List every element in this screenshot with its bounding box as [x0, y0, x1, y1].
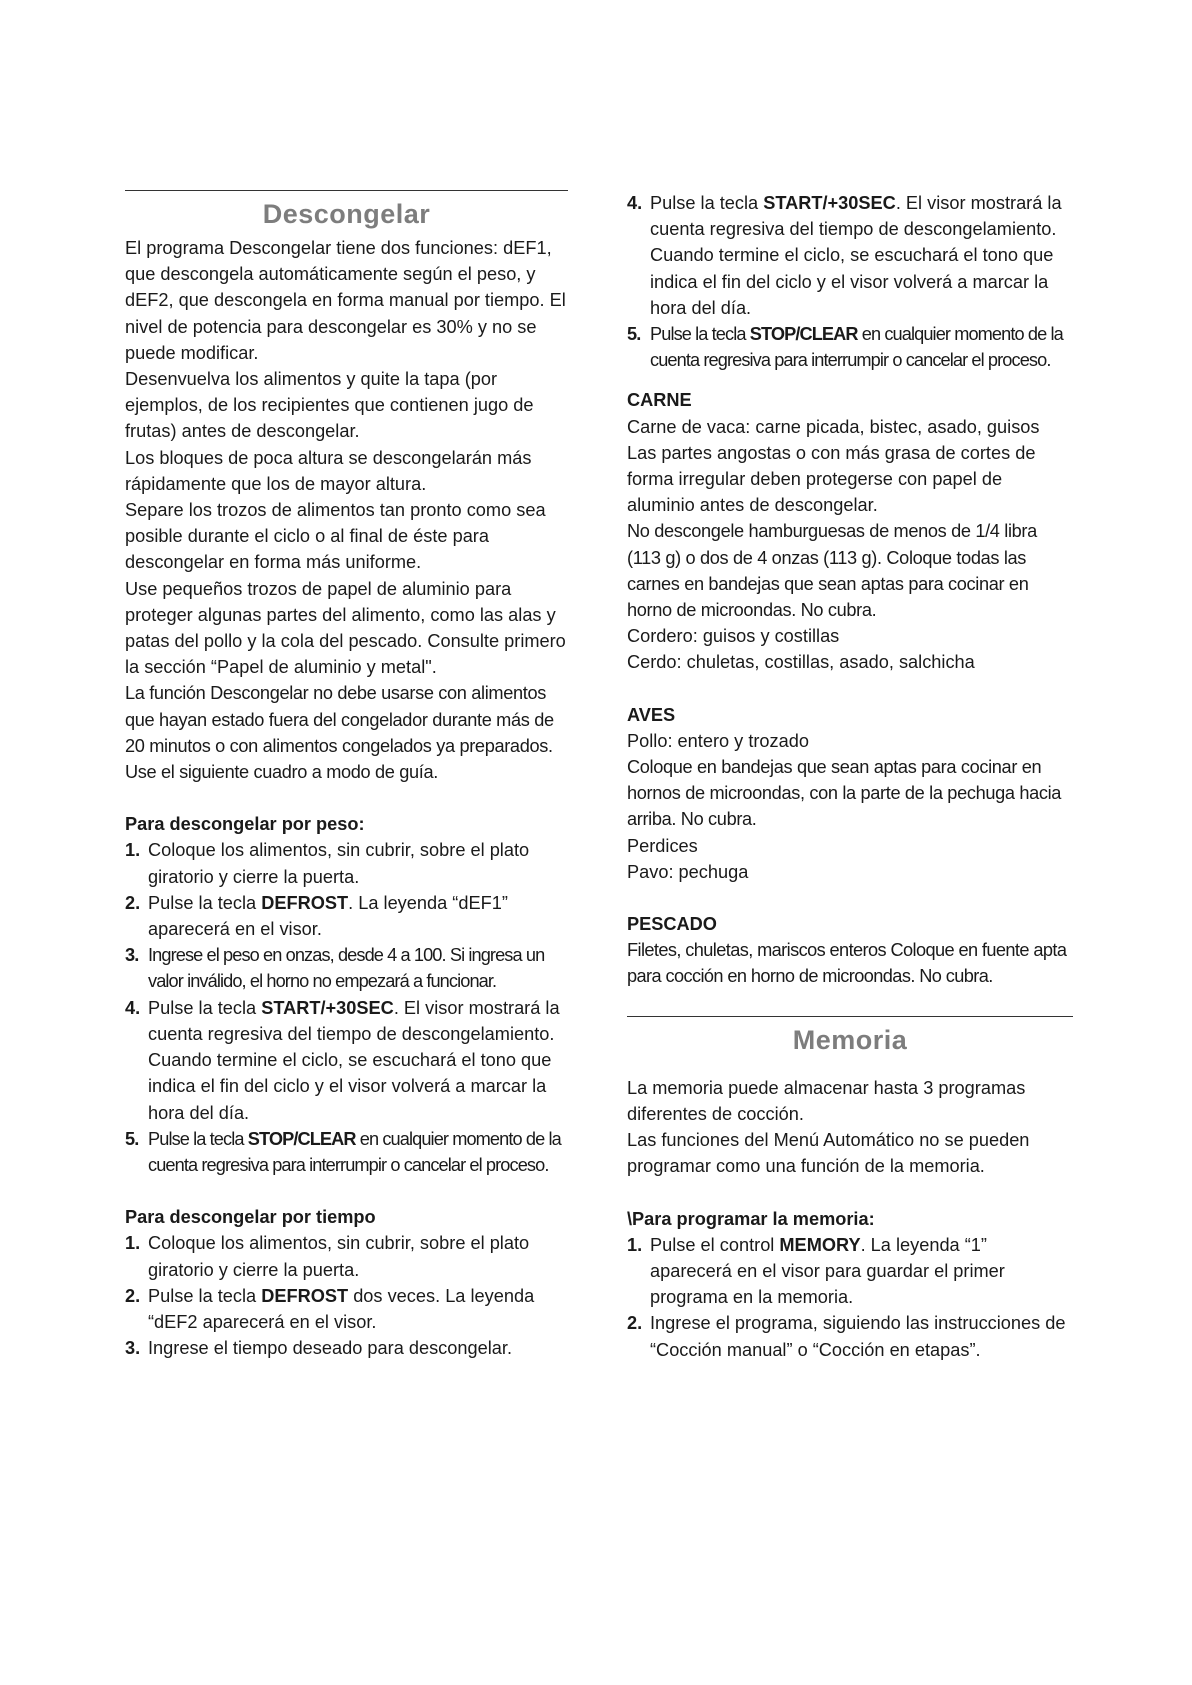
step-item: 5. Pulse la tecla STOP/CLEAR en cualquier momento de la cuenta regresiva para interrumpir o cancelar el proceso.: [125, 1128, 561, 1175]
heading-carne: CARNE: [627, 390, 692, 411]
step-item: 1. Coloque los alimentos, sin cubrir, sobre el plato giratorio y cierre la puerta.: [125, 840, 530, 887]
intro-paragraph: Separe los trozos de alimentos tan pronto como sea posible durante el ciclo o al final de éste para descongelar en forma más uniforme.: [125, 500, 546, 573]
key-name: DEFROST: [261, 1285, 349, 1306]
left-column: [125, 190, 568, 1361]
aves-line: Coloque en bandejas que sean aptas para cocinar en hornos de microondas, con la parte de la pechuga hacia arriba. No cubra.: [627, 757, 1062, 830]
heading-aves: AVES: [627, 704, 676, 725]
memoria-paragraph: Las funciones del Menú Automático no se pueden programar como una función de la memoria.: [627, 1130, 1030, 1177]
intro-paragraph: El programa Descongelar tiene dos funciones: dEF1, que descongela automáticamente según el peso, y dEF2, que descongela en forma manual por tiempo. El nivel de potencia para descongelar es 30% y no se puede modificar.: [125, 238, 566, 363]
section-rule: [125, 190, 568, 191]
step-item: 2. Ingrese el programa, siguiendo las instrucciones de “Cocción manual” o “Cocción en etapas”.: [627, 1313, 1066, 1360]
intro-paragraph: Use pequeños trozos de papel de aluminio para proteger algunas partes del alimento, como las alas y patas del pollo y la cola del pescado. Consulte primero la sección “Papel de aluminio y metal".: [125, 578, 566, 678]
key-name: MEMORY: [779, 1234, 861, 1255]
key-name: START/+30SEC: [261, 997, 394, 1018]
steps-por-tiempo: [125, 1230, 568, 1361]
step-item: 1. Coloque los alimentos, sin cubrir, sobre el plato giratorio y cierre la puerta.: [125, 1233, 530, 1280]
steps-programar-memoria: [627, 1232, 1073, 1363]
heading-pescado: PESCADO: [627, 914, 717, 935]
key-name: START/+30SEC: [763, 193, 896, 213]
step-item: 4. Pulse la tecla START/+30SEC. El visor mostrará la cuenta regresiva del tiempo de descongelamiento. Cuando termine el ciclo, se escuchará el tono que indica el fin del ciclo y el visor volverá a marcar la hora del día.: [125, 997, 560, 1123]
heading-programar-memoria: \Para programar la memoria:: [627, 1208, 875, 1229]
carne-line: No descongele hamburguesas de menos de 1/4 libra (113 g) o dos de 4 onzas (113 g). Coloque todas las carnes en bandejas que sean aptas para cocinar en horno de microondas. No cubra.: [627, 521, 1037, 621]
section-rule: [627, 1016, 1073, 1017]
step-item: 1. Pulse el control MEMORY. La leyenda “1” aparecerá en el visor para guardar el primer programa en la memoria.: [627, 1234, 1005, 1308]
carne-line: Las partes angostas o con más grasa de cortes de forma irregular deben protegerse con papel de aluminio antes de descongelar.: [627, 442, 1036, 516]
pescado-line: Filetes, chuletas, mariscos enteros Coloque en fuente apta para cocción en horno de microondas. No cubra.: [627, 940, 1067, 987]
aves-line: Perdices: [627, 835, 698, 856]
step-item: 5. Pulse la tecla STOP/CLEAR en cualquier momento de la cuenta regresiva para interrumpir o cancelar el proceso.: [627, 324, 1063, 371]
step-item: 3. Ingrese el peso en onzas, desde 4 a 100. Si ingresa un valor inválido, el horno no empezará a funcionar.: [125, 945, 545, 992]
heading-por-peso: Para descongelar por peso:: [125, 814, 365, 835]
heading-por-tiempo: Para descongelar por tiempo: [125, 1207, 376, 1228]
steps-por-tiempo-cont: [627, 190, 1073, 373]
aves-line: Pavo: pechuga: [627, 861, 749, 882]
carne-line: Cordero: guisos y costillas: [627, 626, 840, 647]
carne-line: Cerdo: chuletas, costillas, asado, salchicha: [627, 652, 975, 673]
key-name: STOP/CLEAR: [247, 1128, 356, 1149]
intro-paragraph: La función Descongelar no debe usarse con alimentos que hayan estado fuera del congelador durante más de 20 minutos o con alimentos congelados ya preparados. Use el siguiente cuadro a modo de guía.: [125, 683, 554, 783]
key-name: DEFROST: [261, 892, 349, 913]
section-title-descongelar: Descongelar: [262, 199, 431, 229]
step-item: 2. Pulse la tecla DEFROST dos veces. La leyenda “dEF2 aparecerá en el visor.: [125, 1285, 535, 1332]
step-item: 4. Pulse la tecla START/+30SEC. El visor mostrará la cuenta regresiva del tiempo de descongelamiento. Cuando termine el ciclo, se escuchará el tono que indica el fin del ciclo y el visor volverá a marcar la hora del día.: [627, 193, 1062, 318]
steps-por-peso: [125, 837, 568, 1178]
step-item: 2. Pulse la tecla DEFROST. La leyenda “dEF1” aparecerá en el visor.: [125, 892, 508, 940]
section-title-memoria: Memoria: [792, 1024, 908, 1055]
memoria-paragraph: La memoria puede almacenar hasta 3 programas diferentes de cocción.: [627, 1077, 1026, 1124]
key-name: STOP/CLEAR: [749, 324, 858, 345]
aves-line: Pollo: entero y trozado: [627, 730, 809, 751]
intro-paragraph: Desenvuelva los alimentos y quite la tapa (por ejemplos, de los recipientes que contienen jugo de frutas) antes de descongelar.: [125, 369, 534, 442]
step-item: 3. Ingrese el tiempo deseado para descongelar.: [125, 1338, 512, 1359]
carne-line: Carne de vaca: carne picada, bistec, asado, guisos: [627, 416, 1040, 437]
right-column: [627, 190, 1073, 1363]
intro-paragraph: Los bloques de poca altura se descongelarán más rápidamente que los de mayor altura.: [125, 447, 532, 494]
